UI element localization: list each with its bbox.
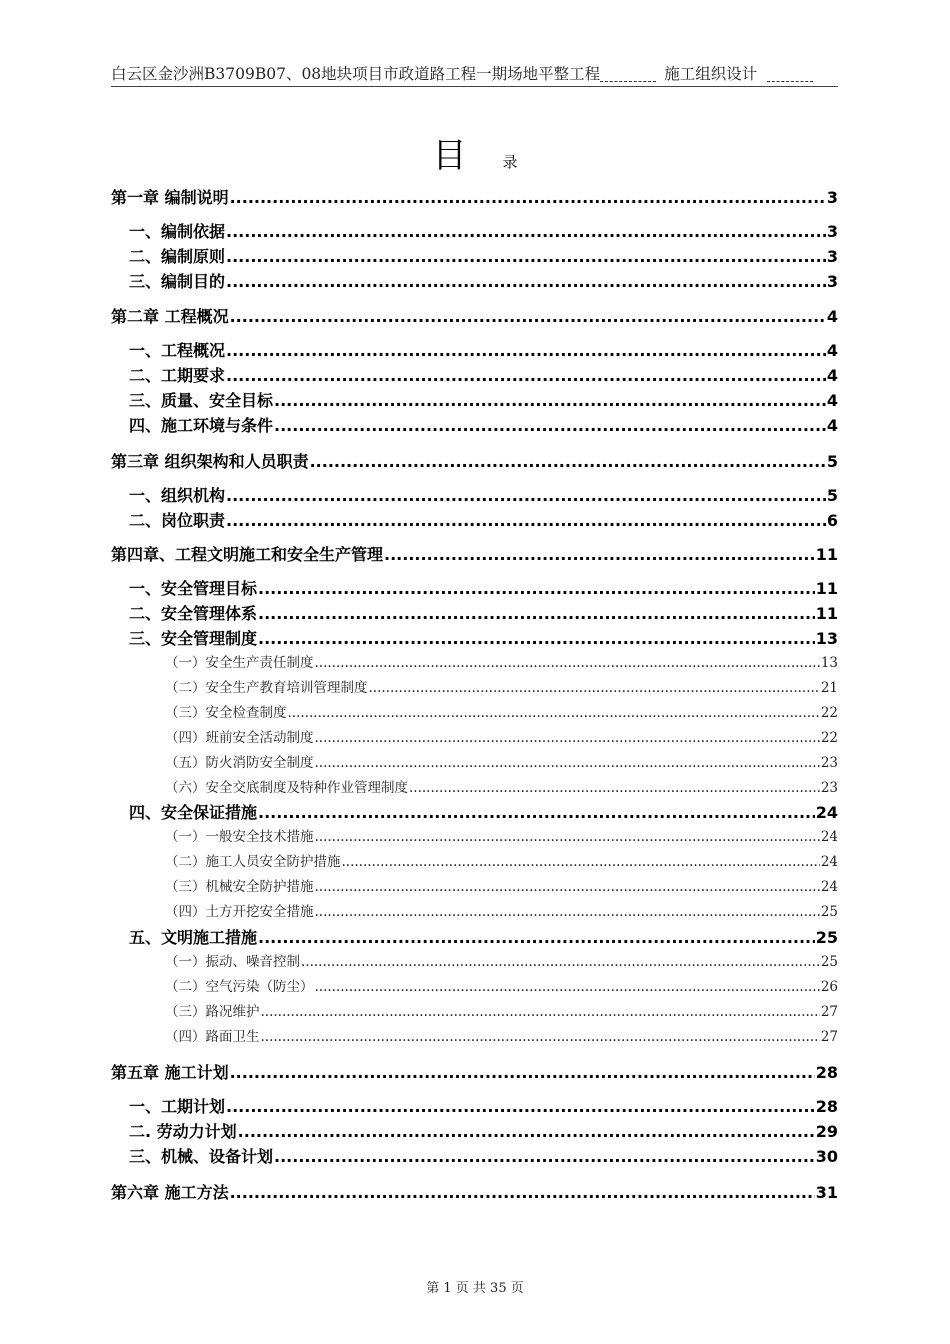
toc-leader-dots: [315, 655, 820, 671]
toc-entry-label: （二）施工人员安全防护措施: [165, 854, 341, 870]
toc-leader-dots: [315, 755, 820, 771]
toc-leader-dots: [230, 307, 826, 326]
toc-leader-dots: [226, 486, 826, 505]
toc-leader-dots: [258, 629, 815, 648]
toc-entry[interactable]: [165, 1000, 838, 1020]
toc-entry-label: 二、岗位职责: [129, 511, 226, 530]
toc-entry-label: 三、机械、设备计划: [129, 1147, 274, 1166]
toc-entry-page: 27: [820, 1029, 838, 1045]
toc-entry[interactable]: [129, 508, 838, 531]
toc-entry-label: 第一章 编制说明: [111, 188, 229, 207]
toc-leader-dots: [274, 391, 826, 410]
toc-entry[interactable]: [165, 1025, 838, 1045]
toc-entry[interactable]: [111, 542, 838, 565]
toc-entry-page: 6: [826, 511, 838, 530]
toc-title-main: 目: [432, 136, 467, 176]
toc-entry[interactable]: [165, 875, 838, 895]
toc-entry-page: 21: [820, 680, 838, 696]
toc-entry-page: 28: [815, 1063, 838, 1082]
toc-leader-dots: [315, 879, 820, 895]
toc-entry-label: 二. 劳动力计划: [129, 1122, 237, 1141]
toc-leader-dots: [226, 511, 826, 530]
toc-entry-page: 3: [826, 222, 838, 241]
toc-entry-page: 11: [815, 545, 838, 564]
toc-leader-dots: [230, 188, 826, 207]
toc-entry-page: 25: [820, 904, 838, 920]
toc-entry-label: （六）安全交底制度及特种作业管理制度: [165, 780, 408, 796]
toc-entry-page: 24: [820, 829, 838, 845]
toc-entry-label: （二）空气污染（防尘）: [165, 979, 314, 995]
toc-entry-page: 29: [815, 1122, 838, 1141]
toc-entry-page: 25: [820, 954, 838, 970]
toc-entry-page: 3: [826, 247, 838, 266]
toc-leader-dots: [384, 545, 815, 564]
toc-leader-dots: [258, 803, 815, 822]
toc-entry[interactable]: [165, 751, 838, 771]
toc-entry-label: 二、工期要求: [129, 366, 226, 385]
toc-entry-label: 三、编制目的: [129, 272, 226, 291]
toc-leader-dots: [226, 1097, 815, 1116]
toc-entry-page: 13: [815, 629, 838, 648]
toc-entry[interactable]: [111, 449, 838, 472]
toc-entry-page: 24: [820, 854, 838, 870]
toc-leader-dots: [369, 680, 820, 696]
toc-entry-page: 30: [815, 1147, 838, 1166]
toc-entry-label: （一）安全生产责任制度: [165, 655, 314, 671]
toc-entry[interactable]: [129, 388, 838, 411]
toc-title-sub: 录: [502, 153, 518, 171]
toc-entry-label: 第二章 工程概况: [111, 307, 229, 326]
toc-leader-dots: [226, 247, 826, 266]
toc-entry-label: 四、安全保证措施: [129, 803, 258, 822]
toc-entry[interactable]: [165, 776, 838, 796]
toc-entry[interactable]: [165, 651, 838, 671]
toc-leader-dots: [238, 1122, 815, 1141]
toc-leader-dots: [261, 1029, 820, 1045]
toc-leader-dots: [315, 979, 820, 995]
toc-entry-page: 23: [820, 755, 838, 771]
toc-entry-page: 4: [826, 341, 838, 360]
toc-entry[interactable]: [165, 975, 838, 995]
toc-leader-dots: [258, 604, 815, 623]
toc-entry-page: 22: [820, 730, 838, 746]
toc-entry-label: 第六章 施工方法: [111, 1183, 229, 1202]
toc-entry[interactable]: [111, 304, 838, 327]
toc-entry-page: 4: [826, 366, 838, 385]
toc-entry-page: 26: [820, 979, 838, 995]
toc-leader-dots: [274, 1147, 815, 1166]
toc-entry-page: 31: [815, 1183, 838, 1202]
toc-entry-label: （二）安全生产教育培训管理制度: [165, 680, 368, 696]
toc-entry-label: 第三章 组织架构和人员职责: [111, 452, 309, 471]
toc-leader-dots: [258, 928, 815, 947]
toc-entry[interactable]: [129, 1144, 838, 1167]
toc-entry-page: 3: [826, 188, 838, 207]
toc-entry-page: 4: [826, 416, 838, 435]
toc-entry-label: 一、编制依据: [129, 222, 226, 241]
toc-leader-dots: [226, 366, 826, 385]
header-rule: [111, 86, 838, 87]
toc-entry[interactable]: [165, 850, 838, 870]
toc-entry[interactable]: [111, 1180, 838, 1203]
toc-entry-label: （五）防火消防安全制度: [165, 755, 314, 771]
toc-leader-dots: [261, 1004, 820, 1020]
header-project-title: 白云区金沙洲B3709B07、08地块项目市政道路工程一期场地平整工程: [111, 65, 601, 83]
toc-entry[interactable]: [165, 676, 838, 696]
page-footer: 第 1 页 共 35 页: [426, 1281, 524, 1296]
toc-entry[interactable]: [129, 576, 838, 599]
header-doc-type: 施工组织设计: [664, 65, 758, 83]
toc-entry-page: 5: [826, 452, 838, 471]
toc-entry[interactable]: [129, 338, 838, 361]
toc-leader-dots: [288, 705, 820, 721]
toc-entry-page: 28: [815, 1097, 838, 1116]
toc-leader-dots: [315, 829, 820, 845]
toc-entry[interactable]: [129, 800, 838, 823]
toc-entry[interactable]: [111, 1060, 838, 1083]
toc-leader-dots: [226, 341, 826, 360]
toc-entry[interactable]: [165, 900, 838, 920]
header-dash-trailing: [767, 80, 813, 82]
toc-entry[interactable]: [111, 185, 838, 208]
page-header: [111, 62, 838, 84]
toc-leader-dots: [342, 854, 820, 870]
toc-leader-dots: [315, 730, 820, 746]
toc-leader-dots: [274, 416, 826, 435]
toc-entry[interactable]: [165, 950, 838, 970]
toc-entry-label: 二、编制原则: [129, 247, 226, 266]
toc-entry[interactable]: [129, 601, 838, 624]
toc-entry-page: 24: [815, 803, 838, 822]
toc-entry-label: （三）路况维护: [165, 1004, 260, 1020]
toc-entry[interactable]: [129, 363, 838, 386]
toc-entry-label: （三）安全检查制度: [165, 705, 287, 721]
toc-entry[interactable]: [129, 219, 838, 242]
toc-entry-label: （三）机械安全防护措施: [165, 879, 314, 895]
toc-entry[interactable]: [129, 925, 838, 948]
toc-entry-page: 13: [820, 655, 838, 671]
toc-entry-page: 11: [815, 579, 838, 598]
toc-entry-page: 25: [815, 928, 838, 947]
toc-entry-page: 24: [820, 879, 838, 895]
toc-entry-page: 5: [826, 486, 838, 505]
toc-entry-label: 五、文明施工措施: [129, 928, 258, 947]
toc-entry-label: （四）土方开挖安全措施: [165, 904, 314, 920]
toc-entry[interactable]: [129, 1094, 838, 1117]
toc-entry[interactable]: [129, 483, 838, 506]
toc-entry[interactable]: [165, 701, 838, 721]
toc-entry-label: 第四章、工程文明施工和安全生产管理: [111, 545, 384, 564]
toc-entry-label: 三、质量、安全目标: [129, 391, 274, 410]
toc-leader-dots: [230, 1063, 815, 1082]
toc-entry-label: 一、工期计划: [129, 1097, 226, 1116]
toc-entry-label: 四、施工环境与条件: [129, 416, 274, 435]
toc-entry-label: 二、安全管理体系: [129, 604, 258, 623]
toc-entry-page: 4: [826, 391, 838, 410]
toc-leader-dots: [315, 904, 820, 920]
toc-entry-label: 一、工程概况: [129, 341, 226, 360]
toc-leader-dots: [230, 1183, 815, 1202]
toc-entry[interactable]: [129, 626, 838, 649]
toc-entry[interactable]: [129, 1119, 838, 1142]
toc-entry-label: 一、安全管理目标: [129, 579, 258, 598]
toc-entry[interactable]: [165, 726, 838, 746]
toc-entry[interactable]: [129, 413, 838, 436]
toc-entry-label: 一、组织机构: [129, 486, 226, 505]
toc-entry[interactable]: [129, 244, 838, 267]
toc-entry-label: （一）一般安全技术措施: [165, 829, 314, 845]
toc-title: [0, 128, 950, 177]
toc-entry-label: （四）班前安全活动制度: [165, 730, 314, 746]
toc-leader-dots: [409, 780, 820, 796]
toc-entry-label: 第五章 施工计划: [111, 1063, 229, 1082]
toc-leader-dots: [258, 579, 815, 598]
toc-entry-page: 11: [815, 604, 838, 623]
toc-leader-dots: [226, 272, 826, 291]
header-dash-separator: [600, 80, 656, 82]
toc-leader-dots: [310, 452, 826, 471]
toc-entry-label: （一）振动、噪音控制: [165, 954, 300, 970]
toc-entry-page: 3: [826, 272, 838, 291]
toc-entry[interactable]: [129, 269, 838, 292]
toc-entry-page: 4: [826, 307, 838, 326]
toc-entry-page: 23: [820, 780, 838, 796]
toc-entry[interactable]: [165, 825, 838, 845]
toc-entry-page: 22: [820, 705, 838, 721]
toc-entry-label: 三、安全管理制度: [129, 629, 258, 648]
toc-entry-page: 27: [820, 1004, 838, 1020]
toc-entry-label: （四）路面卫生: [165, 1029, 260, 1045]
toc-leader-dots: [226, 222, 826, 241]
toc-leader-dots: [301, 954, 820, 970]
